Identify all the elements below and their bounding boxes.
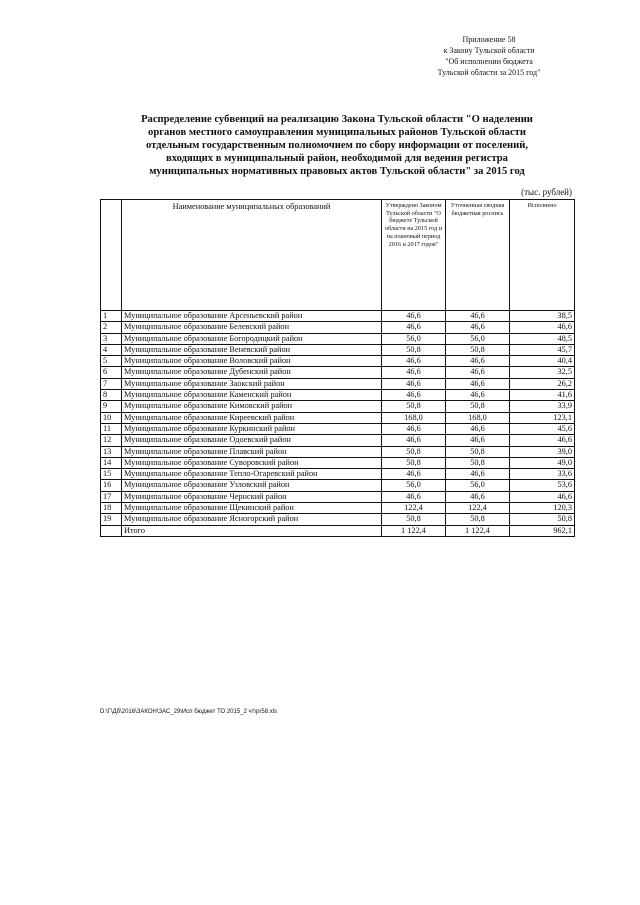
- table-row: [101, 356, 575, 367]
- header-index: [101, 200, 122, 311]
- municipality-name: Муниципальное образование Арсеньевский район: [122, 311, 382, 322]
- row-number: 19: [101, 514, 122, 525]
- approved-value: 50,8: [382, 401, 446, 412]
- subsidy-table: [100, 199, 575, 537]
- appendix-line: Приложение 58: [462, 35, 516, 44]
- refined-value: 46,6: [446, 435, 510, 446]
- total-executed: 962,1: [510, 525, 575, 536]
- municipality-name: Муниципальное образование Плавский район: [122, 446, 382, 457]
- municipality-name: Муниципальное образование Ясногорский район: [122, 514, 382, 525]
- approved-value: 56,0: [382, 333, 446, 344]
- executed-value: 49,0: [510, 457, 575, 468]
- municipality-name: Муниципальное образование Суворовский район: [122, 457, 382, 468]
- table-row: [101, 322, 575, 333]
- document-title: [100, 113, 574, 178]
- refined-value: 46,6: [446, 491, 510, 502]
- refined-value: 46,6: [446, 378, 510, 389]
- municipality-name: Муниципальное образование Тепло-Огаревский район: [122, 469, 382, 480]
- municipality-name: Муниципальное образование Заокский район: [122, 378, 382, 389]
- appendix-line: к Закону Тульской области: [443, 46, 535, 55]
- header-refined: Уточненная сводная бюджетная роспись: [446, 200, 510, 311]
- title-line: органов местного самоуправления муниципальных районов Тульской области: [148, 127, 526, 138]
- table-row: [101, 423, 575, 434]
- approved-value: 46,6: [382, 390, 446, 401]
- row-number: 13: [101, 446, 122, 457]
- approved-value: 46,6: [382, 356, 446, 367]
- row-number: 17: [101, 491, 122, 502]
- table-row: [101, 333, 575, 344]
- table-row: [101, 503, 575, 514]
- executed-value: 45,6: [510, 423, 575, 434]
- table-row: [101, 491, 575, 502]
- executed-value: 33,6: [510, 469, 575, 480]
- executed-value: 45,7: [510, 344, 575, 355]
- file-path-footer: D:\Г\Дб\2016\ЗАКОН\ЗАС_29\Исп бюджет ТО 2015_2 чт\pr58.xls: [100, 709, 278, 715]
- row-number: 4: [101, 344, 122, 355]
- executed-value: 32,5: [510, 367, 575, 378]
- table-row: [101, 480, 575, 491]
- title-line: отдельным государственным полномочием по сбору информации от поселений,: [145, 140, 528, 151]
- municipality-name: Муниципальное образование Дубенский район: [122, 367, 382, 378]
- municipality-name: Муниципальное образование Узловский район: [122, 480, 382, 491]
- municipality-name: Муниципальное образование Каменский район: [122, 390, 382, 401]
- header-municipality: Наименование муниципальных образований: [122, 200, 382, 311]
- total-index-cell: [101, 525, 122, 536]
- row-number: 5: [101, 356, 122, 367]
- executed-value: 48,5: [510, 333, 575, 344]
- approved-value: 46,6: [382, 435, 446, 446]
- row-number: 2: [101, 322, 122, 333]
- row-number: 8: [101, 390, 122, 401]
- refined-value: 46,6: [446, 367, 510, 378]
- refined-value: 50,8: [446, 457, 510, 468]
- refined-value: 46,6: [446, 356, 510, 367]
- header-approved: Утверждено Законом Тульской области "О бюджете Тульской области на 2015 год и на плановый период 2016 и 2017 годов": [382, 200, 446, 311]
- row-number: 7: [101, 378, 122, 389]
- approved-value: 46,6: [382, 322, 446, 333]
- executed-value: 39,0: [510, 446, 575, 457]
- approved-value: 56,0: [382, 480, 446, 491]
- appendix-header: [404, 34, 574, 78]
- municipality-name: Муниципальное образование Щекинский район: [122, 503, 382, 514]
- row-number: 11: [101, 423, 122, 434]
- table-row: [101, 344, 575, 355]
- approved-value: 46,6: [382, 367, 446, 378]
- approved-value: 122,4: [382, 503, 446, 514]
- title-line: входящих в муниципальный район, необходимой для ведения регистра: [166, 153, 508, 164]
- total-refined: 1 122,4: [446, 525, 510, 536]
- table-row: [101, 514, 575, 525]
- refined-value: 46,6: [446, 469, 510, 480]
- row-number: 14: [101, 457, 122, 468]
- municipality-name: Муниципальное образование Чернский район: [122, 491, 382, 502]
- row-number: 16: [101, 480, 122, 491]
- table-row: [101, 367, 575, 378]
- table-body: [101, 311, 575, 537]
- row-number: 18: [101, 503, 122, 514]
- refined-value: 122,4: [446, 503, 510, 514]
- refined-value: 50,8: [446, 401, 510, 412]
- table-row: [101, 378, 575, 389]
- executed-value: 38,5: [510, 311, 575, 322]
- municipality-name: Муниципальное образование Кимовский район: [122, 401, 382, 412]
- table-row: [101, 469, 575, 480]
- row-number: 3: [101, 333, 122, 344]
- refined-value: 50,8: [446, 446, 510, 457]
- appendix-line: Тульской области за 2015 год": [437, 68, 541, 77]
- executed-value: 26,2: [510, 378, 575, 389]
- municipality-name: Муниципальное образование Киреевский район: [122, 412, 382, 423]
- title-line: муниципальных нормативных правовых актов Тульской области" за 2015 год: [149, 166, 525, 177]
- executed-value: 46,6: [510, 435, 575, 446]
- row-number: 1: [101, 311, 122, 322]
- approved-value: 46,6: [382, 491, 446, 502]
- table-row: [101, 401, 575, 412]
- table-row: [101, 412, 575, 423]
- row-number: 12: [101, 435, 122, 446]
- executed-value: 33,9: [510, 401, 575, 412]
- municipality-name: Муниципальное образование Белевский район: [122, 322, 382, 333]
- municipality-name: Муниципальное образование Куркинский район: [122, 423, 382, 434]
- row-number: 10: [101, 412, 122, 423]
- approved-value: 168,0: [382, 412, 446, 423]
- refined-value: 46,6: [446, 390, 510, 401]
- executed-value: 53,6: [510, 480, 575, 491]
- table-row: [101, 390, 575, 401]
- approved-value: 46,6: [382, 469, 446, 480]
- table-row: [101, 446, 575, 457]
- title-line: Распределение субвенций на реализацию Закона Тульской области "О наделении: [141, 114, 533, 125]
- executed-value: 50,8: [510, 514, 575, 525]
- refined-value: 46,6: [446, 311, 510, 322]
- municipality-name: Муниципальное образование Одоевский район: [122, 435, 382, 446]
- municipality-name: Муниципальное образование Богородицкий район: [122, 333, 382, 344]
- appendix-line: "Об исполнении бюджета: [445, 57, 533, 66]
- approved-value: 50,8: [382, 514, 446, 525]
- header-executed: Исполнено: [510, 200, 575, 311]
- refined-value: 56,0: [446, 333, 510, 344]
- refined-value: 168,0: [446, 412, 510, 423]
- total-approved: 1 122,4: [382, 525, 446, 536]
- total-row: [101, 525, 575, 536]
- approved-value: 50,8: [382, 446, 446, 457]
- table-row: [101, 457, 575, 468]
- approved-value: 46,6: [382, 378, 446, 389]
- executed-value: 120,3: [510, 503, 575, 514]
- executed-value: 46,6: [510, 322, 575, 333]
- refined-value: 50,8: [446, 344, 510, 355]
- municipality-name: Муниципальное образование Воловский район: [122, 356, 382, 367]
- approved-value: 50,8: [382, 344, 446, 355]
- executed-value: 40,4: [510, 356, 575, 367]
- refined-value: 46,6: [446, 322, 510, 333]
- refined-value: 50,8: [446, 514, 510, 525]
- refined-value: 46,6: [446, 423, 510, 434]
- row-number: 15: [101, 469, 122, 480]
- approved-value: 46,6: [382, 311, 446, 322]
- executed-value: 123,1: [510, 412, 575, 423]
- table-header-row: [101, 200, 575, 311]
- refined-value: 56,0: [446, 480, 510, 491]
- row-number: 6: [101, 367, 122, 378]
- row-number: 9: [101, 401, 122, 412]
- total-label: Итого: [122, 525, 382, 536]
- table-row: [101, 311, 575, 322]
- executed-value: 41,6: [510, 390, 575, 401]
- municipality-name: Муниципальное образование Веневский район: [122, 344, 382, 355]
- table-row: [101, 435, 575, 446]
- unit-label: (тыс. рублей): [521, 187, 572, 197]
- approved-value: 50,8: [382, 457, 446, 468]
- executed-value: 46,6: [510, 491, 575, 502]
- approved-value: 46,6: [382, 423, 446, 434]
